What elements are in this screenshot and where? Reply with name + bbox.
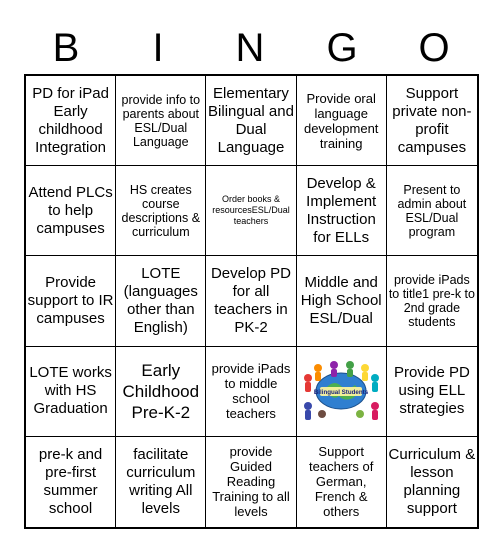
cell-text: provide iPads to title1 pre-k to 2nd grade students bbox=[388, 272, 475, 329]
header-letter-g: G bbox=[326, 26, 358, 70]
cell-text: HS creates course descriptions & curriculum bbox=[121, 182, 201, 239]
free-space-cell[interactable] bbox=[297, 347, 387, 437]
cell-text: Provide PD using ELL strategies bbox=[393, 364, 470, 418]
bingo-cell[interactable] bbox=[387, 256, 477, 346]
bingo-cell[interactable] bbox=[206, 437, 296, 527]
bingo-cell[interactable] bbox=[297, 166, 387, 256]
header-letter-o: O bbox=[418, 26, 450, 70]
bingo-cell[interactable] bbox=[26, 347, 116, 437]
bingo-cell[interactable] bbox=[116, 347, 206, 437]
header-letter-n: N bbox=[235, 26, 265, 70]
cell-text: Develop PD for all teachers in PK-2 bbox=[210, 264, 292, 336]
bingo-cell[interactable] bbox=[297, 256, 387, 346]
cell-text: provide info to parents about ESL/Dual Language bbox=[121, 92, 201, 149]
cell-text: PD for iPad Early childhood Integration bbox=[32, 84, 109, 156]
bingo-board bbox=[24, 74, 479, 529]
bingo-cell[interactable] bbox=[387, 166, 477, 256]
bilingual-students-logo-icon bbox=[300, 360, 382, 422]
bingo-cell[interactable] bbox=[26, 76, 116, 166]
cell-text: Support teachers of German, French & others bbox=[309, 444, 374, 520]
cell-text: Develop & Implement Instruction for ELLs bbox=[306, 174, 377, 246]
cell-text: Present to admin about ESL/Dual program bbox=[397, 182, 467, 239]
cell-text: provide Guided Reading Training to all levels bbox=[212, 444, 290, 520]
cell-text: Early Childhood Pre-K-2 bbox=[122, 360, 200, 422]
bingo-header bbox=[20, 22, 480, 74]
cell-text: Curriculum & lesson planning support bbox=[388, 445, 476, 517]
cell-text: Provide support to IR campuses bbox=[27, 273, 114, 327]
cell-text: LOTE works with HS Graduation bbox=[29, 364, 112, 418]
cell-text: provide iPads to middle school teachers bbox=[211, 361, 291, 422]
cell-text: Middle and High School ESL/Dual bbox=[300, 273, 382, 327]
logo-text: Bilingual Students bbox=[314, 389, 369, 397]
header-letter-b: B bbox=[52, 26, 80, 70]
bingo-cell[interactable] bbox=[116, 76, 206, 166]
bingo-cell[interactable] bbox=[206, 256, 296, 346]
bingo-cell[interactable] bbox=[297, 437, 387, 527]
bingo-cell[interactable] bbox=[116, 166, 206, 256]
bingo-cell[interactable] bbox=[206, 347, 296, 437]
bingo-cell[interactable] bbox=[387, 347, 477, 437]
bingo-cell[interactable] bbox=[116, 437, 206, 527]
cell-text: Support private non-profit campuses bbox=[392, 84, 472, 156]
cell-text: pre-k and pre-first summer school bbox=[38, 445, 103, 517]
bingo-cell[interactable] bbox=[206, 76, 296, 166]
bingo-cell[interactable] bbox=[297, 76, 387, 166]
cell-text: Attend PLCs to help campuses bbox=[28, 183, 113, 237]
bingo-cell[interactable] bbox=[387, 437, 477, 527]
cell-text: facilitate curriculum writing All levels bbox=[126, 445, 196, 517]
cell-text: Provide oral language development training bbox=[303, 90, 379, 151]
bingo-cell[interactable] bbox=[116, 256, 206, 346]
bingo-cell[interactable] bbox=[26, 256, 116, 346]
bingo-cell[interactable] bbox=[26, 437, 116, 527]
bingo-cell[interactable] bbox=[387, 76, 477, 166]
cell-text: Order books & resourcesESL/Dual teachers bbox=[212, 194, 290, 227]
cell-text: LOTE (languages other than English) bbox=[123, 264, 198, 336]
header-letter-i: I bbox=[152, 26, 164, 70]
cell-text: Elementary Bilingual and Dual Language bbox=[208, 84, 294, 156]
bingo-cell[interactable] bbox=[26, 166, 116, 256]
bingo-cell[interactable] bbox=[206, 166, 296, 256]
